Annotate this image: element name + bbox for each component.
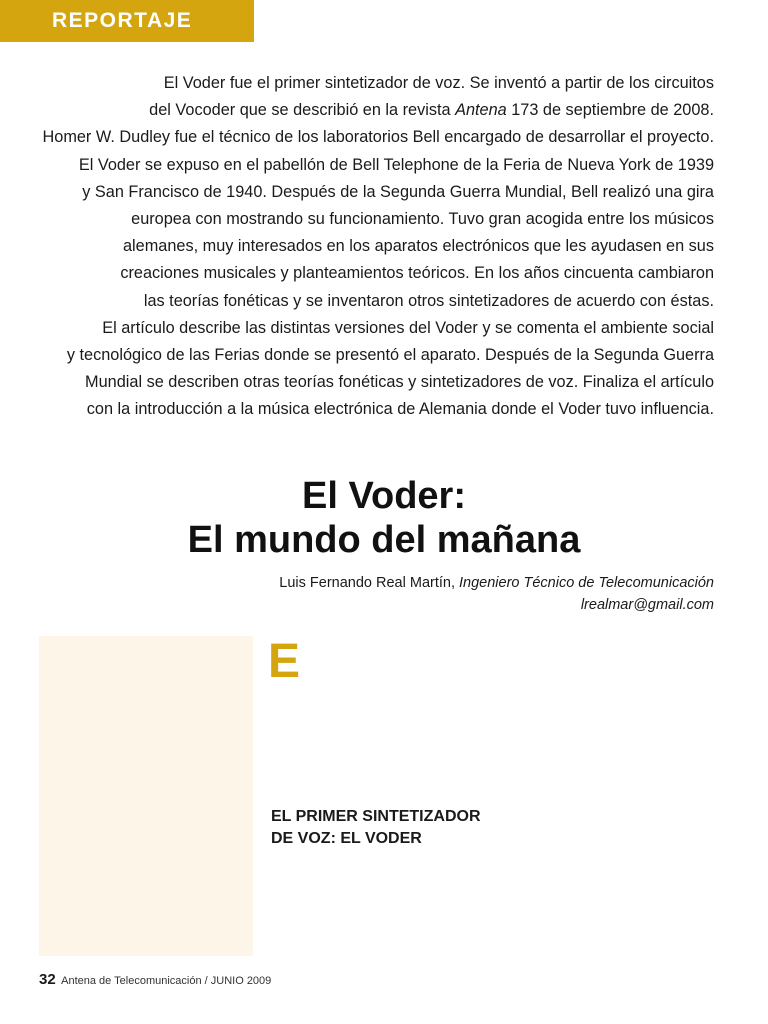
abstract-line [30,288,714,315]
abstract-line [30,152,714,179]
drop-cap: E [268,635,301,688]
abstract-text: con la introducción a la música electrónica de Alemania donde el Voder tuvo influencia. [86,400,714,419]
abstract-text: 173 de septiembre de 2008. [506,101,714,120]
abstract-line [30,206,714,233]
abstract-text: del Vocoder que se describió en la revista [149,101,456,120]
byline [279,572,714,616]
abstract-line [30,233,714,260]
abstract-line [30,315,714,342]
abstract-line [30,260,714,287]
section-heading-line-1: EL PRIMER SINTETIZADOR [271,808,481,825]
abstract-text: las teorías fonéticas y se inventaron otros sintetizadores de acuerdo con éstas. [143,291,714,310]
section-label: REPORTAJE [52,9,193,32]
abstract-text: Mundial se describen otras teorías fonéticas y sintetizadores de voz. Finaliza el artículo [85,373,714,392]
section-tab [0,0,254,42]
abstract-text: alemanes, muy interesados en los aparatos electrónicos que les ayudasen en sus [123,237,714,256]
side-panel [39,636,253,956]
abstract-line [30,97,714,124]
abstract-text: y San Francisco de 1940. Después de la Segunda Guerra Mundial, Bell realizó una gira [82,182,714,201]
page-footer [39,971,271,988]
abstract-text: El Voder se expuso en el pabellón de Bell Telephone de la Feria de Nueva York de 1939 [78,155,714,174]
author-name: Luis Fernando Real Martín [279,575,451,591]
author-line [279,572,714,594]
article-title-line-1: El Voder: [302,475,466,517]
magazine-name: Antena [455,101,507,120]
abstract-line [30,179,714,206]
abstract-text: europea con mostrando su funcionamiento. Tuvo gran acogida entre los músicos [131,210,714,229]
abstract [30,70,714,424]
abstract-text: El Voder fue el primer sintetizador de voz. Se inventó a partir de los circuitos [163,74,714,92]
publication-info: Antena de Telecomunicación / JUNIO 2009 [61,975,272,987]
abstract-text: Homer W. Dudley fue el técnico de los laboratorios Bell encargado de desarrollar el proyecto. [42,128,714,147]
byline-separator: , [450,575,460,591]
abstract-text: y tecnológico de las Ferias donde se presentó el aparato. Después de la Segunda Guerra [66,346,714,365]
abstract-line [30,70,714,97]
abstract-text: creaciones musicales y planteamientos teóricos. En los años cincuenta cambiaron [120,264,714,283]
abstract-line [30,369,714,396]
page-number: 32 [39,971,56,988]
section-heading-line-2: DE VOZ: EL VODER [271,830,422,847]
abstract-line [30,124,714,151]
abstract-text: El artículo describe las distintas versiones del Voder y se comenta el ambiente social [102,318,714,337]
author-role: Ingeniero Técnico de Telecomunicación [459,575,714,591]
author-email: lrealmar@gmail.com [580,597,714,613]
section-heading [271,806,481,850]
abstract-line [30,342,714,369]
article-title-line-2: El mundo del mañana [187,519,581,561]
abstract-line [30,396,714,423]
